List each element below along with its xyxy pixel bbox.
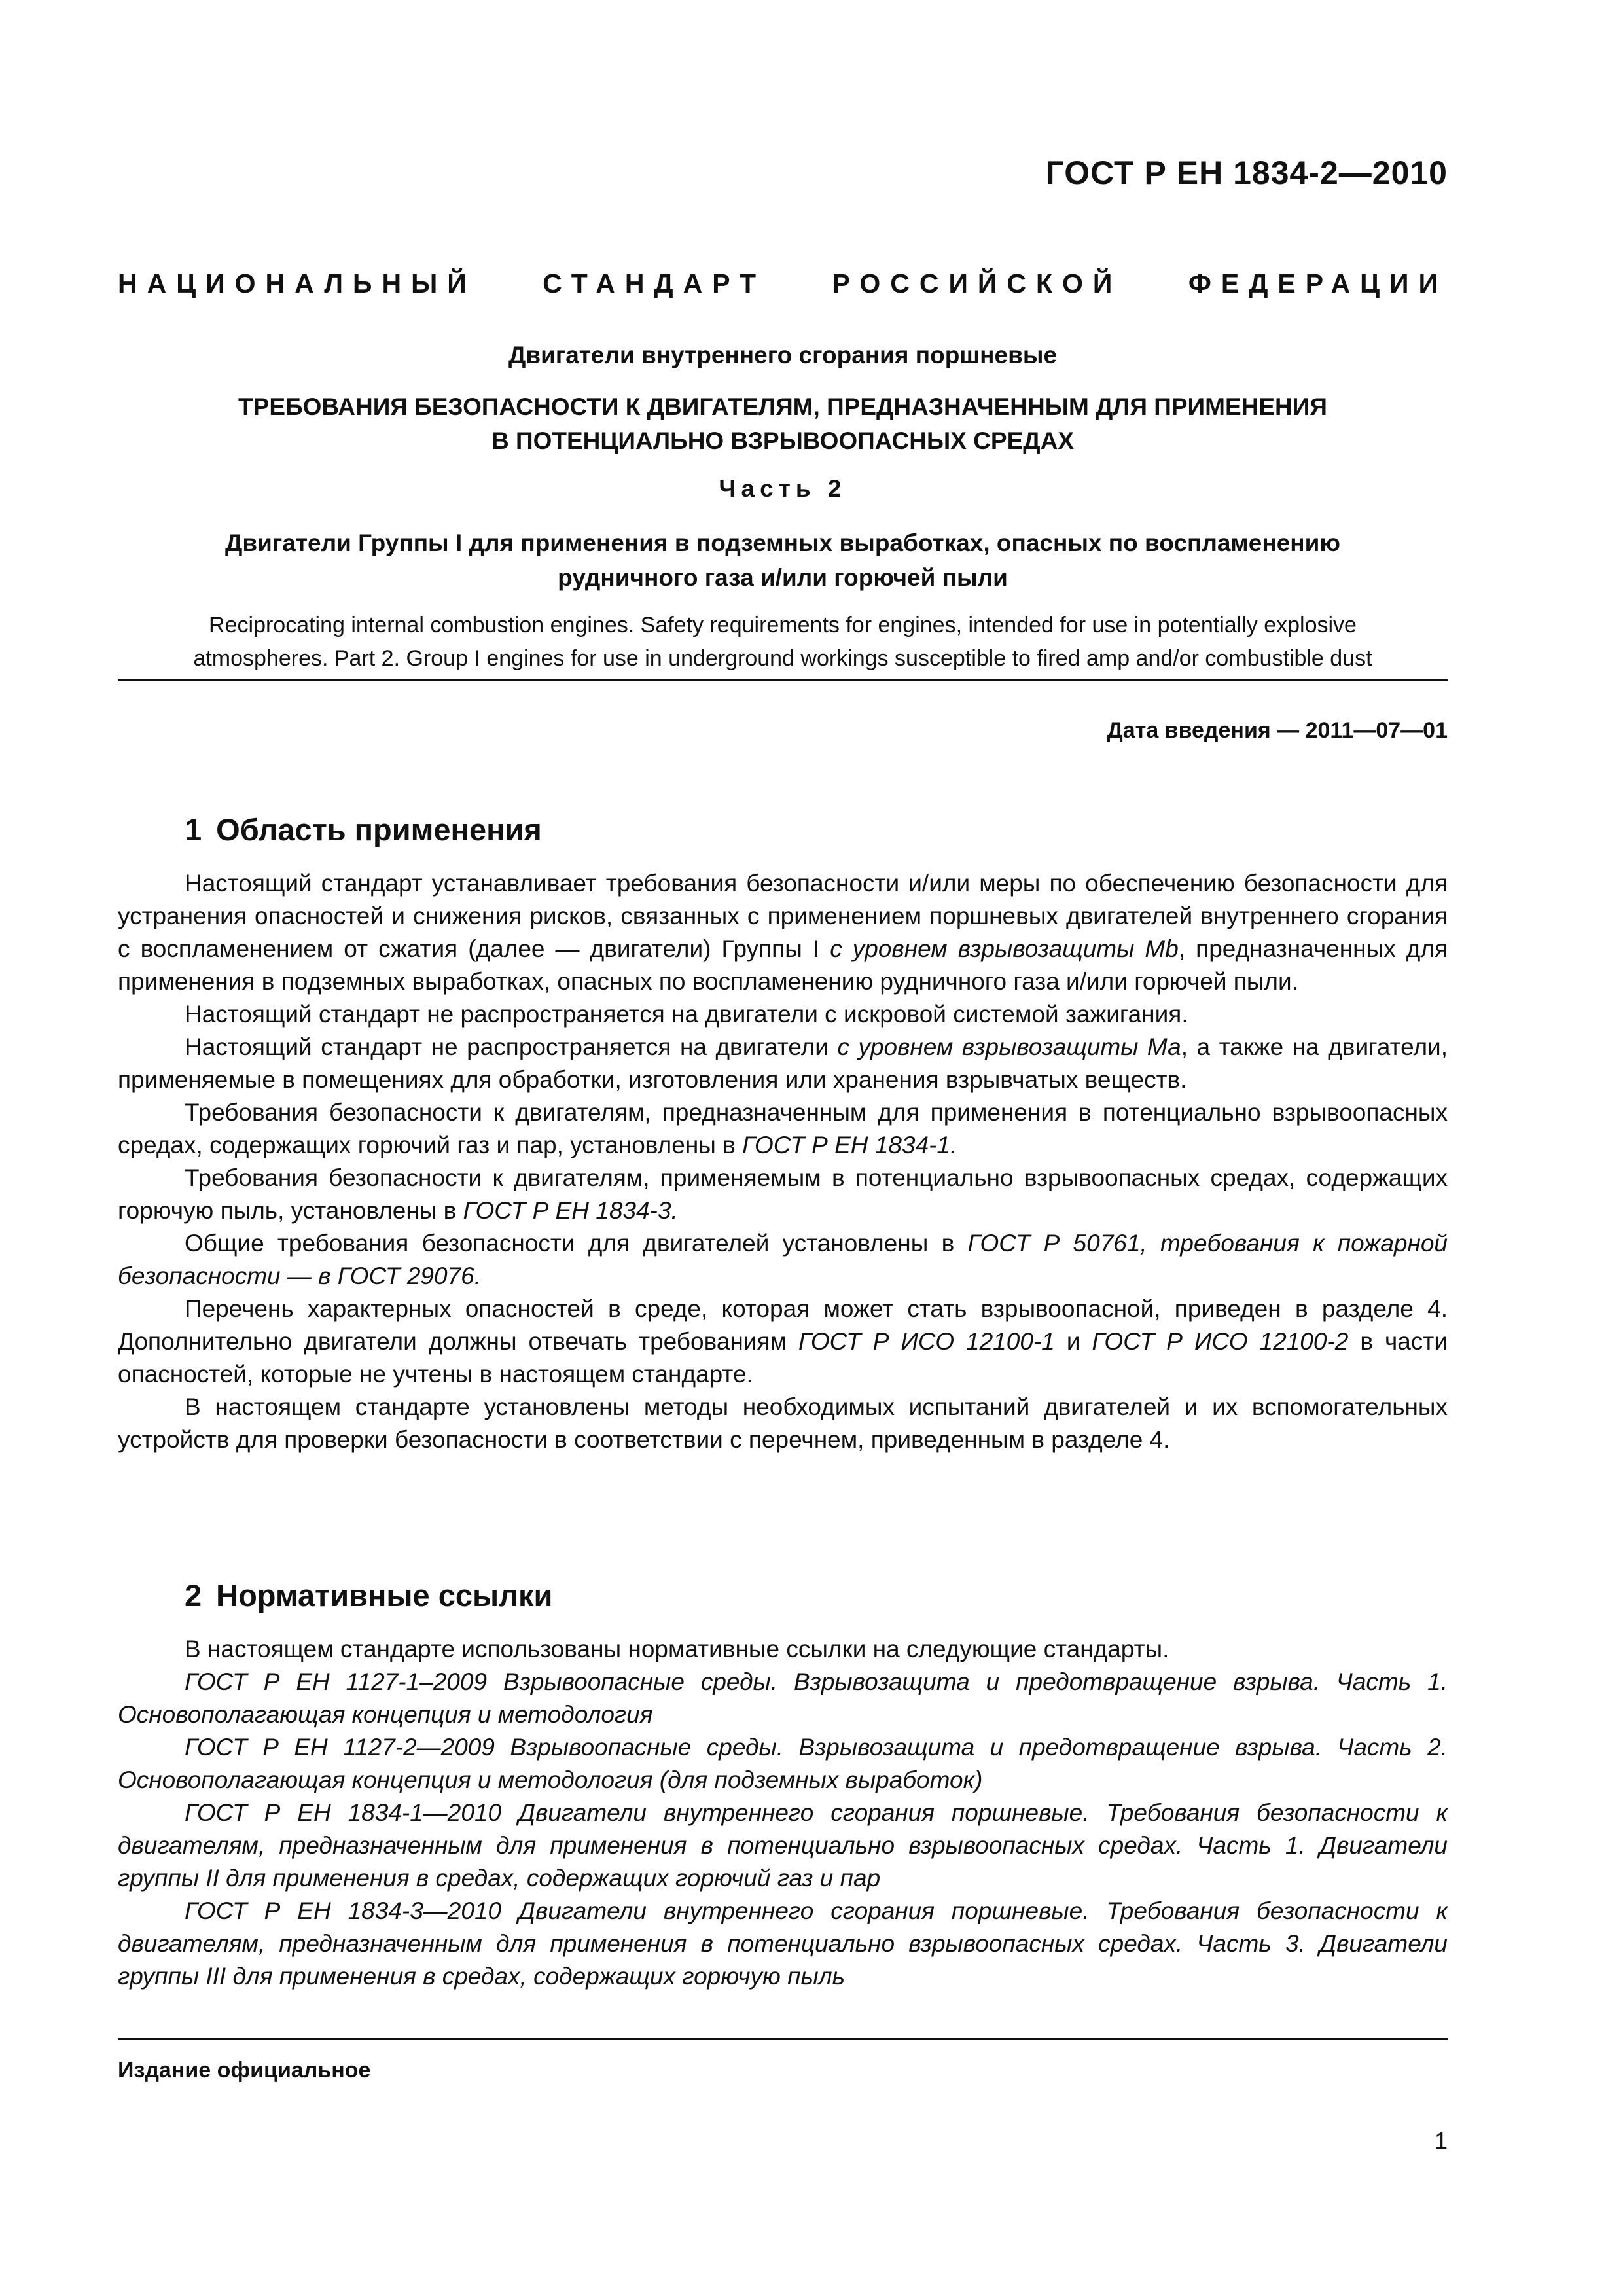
national-standard-title: НАЦИОНАЛЬНЫЙ СТАНДАРТ РОССИЙСКОЙ ФЕДЕРАЦИИ [118, 268, 1448, 298]
section-2-body [118, 1633, 1448, 1993]
document-subtitle: Двигатели внутреннего сгорания поршневые [508, 342, 1058, 368]
scope-paragraph: Настоящий стандарт не распространяется на двигатели с уровнем взрывозащиты Ма, а также на двигатели, применяемые в помещениях для обработки, изготовления или хранения взрывчатых веществ. [118, 1033, 1448, 1093]
scope-paragraph: Общие требования безопасности для двигателей установлены в ГОСТ Р 50761, требования к пожарной безопасности — в ГОСТ 29076. [118, 1230, 1448, 1289]
section-1-title: Область применения [216, 812, 542, 847]
part-title-line-1: Двигатели Группы I для применения в подземных выработках, опасных по воспламенению [225, 529, 1340, 556]
normative-reference: ГОСТ Р ЕН 1834-3—2010 Двигатели внутреннего сгорания поршневые. Требования безопасности к двигателям, предназначенным для применения в потенциально взрывоопасных средах. Часть 3. Двигатели группы III для применения в средах, содержащих горючую пыль [118, 1897, 1448, 1990]
section-2-heading [185, 1577, 552, 1613]
title-divider [118, 679, 1448, 681]
normative-reference: ГОСТ Р ЕН 1127-2—2009 Взрывоопасные среды. Взрывозащита и предотвращение взрыва. Часть 2. Основополагающая концепция и методология (для подземных выработок) [118, 1734, 1448, 1793]
section-2-title: Нормативные ссылки [216, 1578, 553, 1613]
introduction-date: Дата введения — 2011—07—01 [1107, 718, 1448, 743]
official-edition-label: Издание официальное [118, 2058, 371, 2083]
scope-paragraph: Настоящий стандарт устанавливает требования безопасности и/или меры по обеспечению безопасности для устранения опасностей и снижения рисков, связанных с применением поршневых двигателей внутреннего сгорания с воспламенением от сжатия (далее — двигатели) Группы I с уровнем взрывозащиты Mb, предназначенных для применения в подземных выработках, опасных по воспламенению рудничного газа и/или горючей пыли. [118, 870, 1448, 995]
scope-paragraph: Перечень характерных опасностей в среде, которая может стать взрывоопасной, приведен в разделе 4. Дополнительно двигатели должны отвечать требованиям ГОСТ Р ИСО 12100-1 и ГОСТ Р ИСО 12100-2 в части опасностей, которые не учтены в настоящем стандарте. [118, 1295, 1448, 1388]
document-title [118, 390, 1448, 458]
page-number: 1 [1434, 2127, 1448, 2154]
part-title [118, 526, 1448, 595]
title-line-1: ТРЕБОВАНИЯ БЕЗОПАСНОСТИ К ДВИГАТЕЛЯМ, ПРЕДНАЗНАЧЕННЫМ ДЛЯ ПРИМЕНЕНИЯ [238, 393, 1327, 420]
scope-paragraph: В настоящем стандарте установлены методы необходимых испытаний двигателей и их вспомогательных устройств для проверки безопасности в соответствии с перечнем, приведенным в разделе 4. [118, 1393, 1448, 1453]
part-title-line-2: рудничного газа и/или горючей пыли [558, 564, 1008, 591]
section-1-body [118, 867, 1448, 1456]
normative-reference: ГОСТ Р ЕН 1834-1—2010 Двигатели внутреннего сгорания поршневые. Требования безопасности к двигателям, предназначенным для применения в потенциально взрывоопасных средах. Часть 1. Двигатели группы II для применения в средах, содержащих горючий газ и пар [118, 1799, 1448, 1892]
scope-paragraph: Требования безопасности к двигателям, применяемым в потенциально взрывоопасных средах, содержащих горючую пыль, установлены в ГОСТ Р ЕН 1834-3. [118, 1164, 1448, 1224]
section-1-heading [185, 812, 542, 848]
title-line-2: В ПОТЕНЦИАЛЬНО ВЗРЫВООПАСНЫХ СРЕДАХ [491, 427, 1075, 454]
english-title-line-2: atmospheres. Part 2. Group I engines for use in underground workings susceptible to fired amp and/or combustible dust [193, 646, 1372, 671]
gost-number: ГОСТ Р ЕН 1834-2—2010 [1045, 154, 1448, 191]
scope-paragraph: Настоящий стандарт не распространяется на двигатели с искровой системой зажигания. [185, 1001, 1188, 1028]
section-2-number: 2 [185, 1578, 202, 1613]
footer-divider [118, 2038, 1448, 2040]
part-label: Часть 2 [719, 475, 847, 502]
english-title [118, 609, 1448, 675]
section-1-number: 1 [185, 812, 202, 847]
scope-paragraph: Требования безопасности к двигателям, предназначенным для применения в потенциально взрывоопасных средах, содержащих горючий газ и пар, установлены в ГОСТ Р ЕН 1834-1. [118, 1099, 1448, 1158]
english-title-line-1: Reciprocating internal combustion engines. Safety requirements for engines, intended for use in potentially explosive [209, 613, 1357, 637]
references-intro: В настоящем стандарте использованы нормативные ссылки на следующие стандарты. [185, 1636, 1169, 1662]
normative-reference: ГОСТ Р ЕН 1127-1–2009 Взрывоопасные среды. Взрывозащита и предотвращение взрыва. Часть 1. Основополагающая концепция и методология [118, 1668, 1448, 1728]
